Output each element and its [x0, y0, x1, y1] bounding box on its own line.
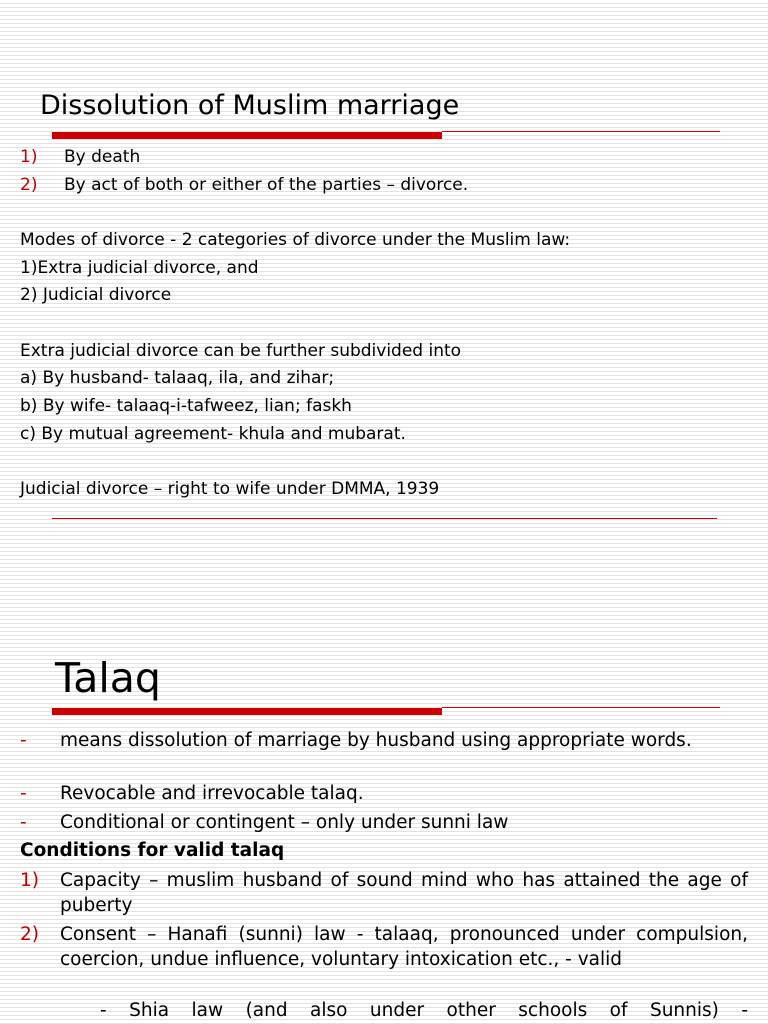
condition-text: Consent – Hanafi (sunni) law - talaaq, pronounced under compulsion, coercion, undue influence, voluntary intoxication etc., - valid [60, 924, 748, 970]
bullet-text: means dissolution of marriage by husband using appropriate words. [60, 730, 692, 751]
text-line: Extra judicial divorce can be further subdivided into [20, 341, 462, 361]
condition-number: 1) [20, 870, 39, 891]
bullet-text: Conditional or contingent – only under sunni law [60, 812, 509, 833]
list-item [20, 143, 140, 171]
text-line: 1)Extra judicial divorce, and [20, 258, 259, 278]
condition-number: 2) [20, 924, 39, 945]
conditions-heading: Conditions for valid talaq [20, 840, 285, 861]
list-text: By act of both or either of the parties – divorce. [64, 175, 469, 195]
slide1-title: Dissolution of Muslim marriage [40, 90, 460, 121]
text-line: 2) Judicial divorce [20, 285, 172, 305]
dash-marker: - [20, 783, 27, 804]
bullet-item [20, 728, 748, 753]
dash-marker: - [20, 812, 27, 833]
text-line: c) By mutual agreement- khula and mubarat. [20, 424, 406, 444]
bullet-item [20, 781, 748, 806]
slide2-title: Talaq [55, 654, 161, 702]
bullet-item [20, 810, 748, 835]
list-text: By death [64, 147, 141, 167]
list-number: 2) [20, 175, 38, 195]
condition-item [20, 868, 748, 918]
shia-law-line: - Shia law (and also under other schools of Sunnis) - [100, 1000, 748, 1021]
dash-marker: - [20, 730, 27, 751]
title-underline-thin [442, 707, 720, 708]
text-line: a) By husband- talaaq, ila, and zihar; [20, 368, 335, 388]
title-underline-thin [442, 131, 720, 132]
condition-item [20, 922, 748, 972]
title-underline-thick [52, 132, 442, 139]
title-underline-thick [52, 708, 442, 715]
text-line: Judicial divorce – right to wife under DMMA, 1939 [20, 479, 440, 499]
text-line: Modes of divorce - 2 categories of divorce under the Muslim law: [20, 230, 571, 250]
list-item [20, 171, 468, 199]
condition-text: Capacity – muslim husband of sound mind who has attained the age of puberty [60, 870, 748, 916]
list-number: 1) [20, 147, 38, 167]
slide-bottom-rule [52, 518, 717, 519]
bullet-text: Revocable and irrevocable talaq. [60, 783, 364, 804]
text-line: b) By wife- talaaq-i-tafweez, lian; faskh [20, 396, 352, 416]
